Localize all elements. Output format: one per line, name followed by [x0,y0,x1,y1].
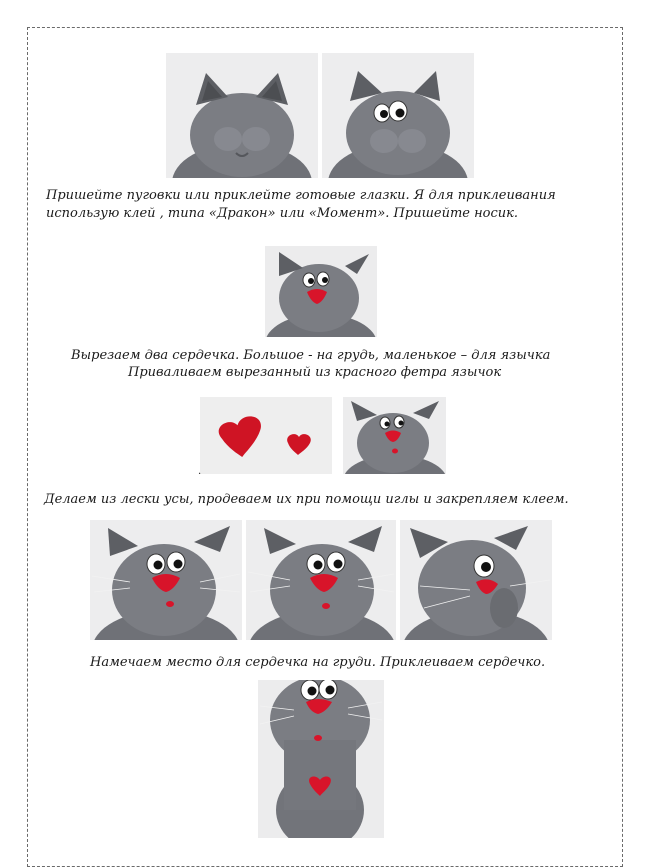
stray-mark: . [198,466,202,477]
photo-cat-face-plain [166,53,318,178]
cat-face-plain-image [166,53,318,178]
felt-hearts-image [200,397,332,474]
caption-step-hearts: Вырезаем два сердечка. Большое - на грудь, маленькое – для язычка [71,348,551,363]
photo-whiskers-1 [90,520,242,640]
photo-cat-tongue [343,397,446,474]
photo-felt-hearts [200,397,332,474]
caption-step-chest-heart: Намечаем место для сердечка на груди. Приклеиваем сердечко. [90,655,546,670]
photo-cat-heart-chest [258,680,384,838]
cat-tongue-image [343,397,446,474]
photo-whiskers-2 [246,520,396,640]
cat-face-eyes-image [322,53,474,178]
caption-step-eyes-line2: использую клей , типа «Дракон» или «Момент». Пришейте носик. [46,206,519,221]
cat-heart-chest-image [258,680,384,838]
whiskers-3-image [400,520,552,640]
photo-cat-nose [265,246,377,337]
whiskers-1-image [90,520,242,640]
photo-whiskers-3 [400,520,552,640]
photo-cat-face-eyes [322,53,474,178]
whiskers-2-image [246,520,396,640]
caption-step-eyes-line1: Пришейте пуговки или приклейте готовые глазки. Я для приклеивания [46,188,556,203]
caption-step-whiskers: Делаем из лески усы, продеваем их при помощи иглы и закрепляем клеем. [44,492,569,507]
caption-step-tongue: Приваливаем вырезанный из красного фетра язычок [128,365,502,380]
cat-nose-image [265,246,377,337]
